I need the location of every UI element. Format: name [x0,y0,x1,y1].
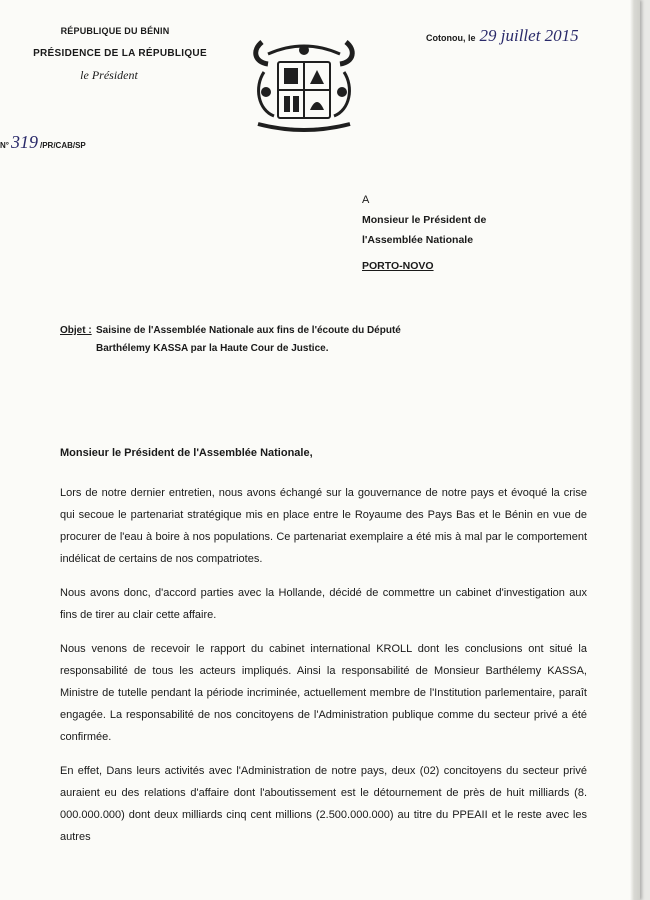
salutation: Monsieur le Président de l'Assemblée Nationale, [60,447,313,459]
addressee-to: A [362,194,370,206]
date-place: Cotonou, le [426,33,476,43]
addressee-block [362,190,486,276]
addressee-line2: l'Assemblée Nationale [362,234,474,246]
date-handwritten: 29 juillet 2015 [479,26,579,45]
subject-text: Saisine de l'Assemblée Nationale aux fins de l'écoute du Député Barthélemy KASSA par la Haute Cour de Justice. [96,325,401,354]
letterhead [0,26,240,83]
presidency-title: PRÉSIDENCE DE LA RÉPUBLIQUE [33,48,207,59]
body-paragraph: En effet, Dans leurs activités avec l'Administration de notre pays, deux (02) concitoyens du secteur privé auraient eu des relations d'affaire dont l'aboutissement est le détournement de près de huit milliards (8. 000.000.000) dont deux milliards cinq cent millions (2.500.000.000) au titre du PPEAII et le reste avec les autres [60,765,587,843]
ref-number: 319 [10,132,38,152]
body-paragraph: Lors de notre dernier entretien, nous avons échangé sur la gouvernance de notre pays et évoqué la crise qui secoue le partenariat stratégique mis en place entre le Royaume des Pays Bas et le Bénin en vue de procurer de l'eau à boire à nos populations. Ce partenariat exemplaire a été mis à mal par le comportement indélicat de certains de nos compatriotes. [60,487,587,565]
addressee-city: PORTO-NOVO [362,260,434,272]
reference-number [0,132,86,153]
letter-date [426,26,579,46]
ref-suffix: /PR/CAB/SP [39,141,86,150]
subject-label: Objet : [60,325,92,336]
ref-prefix: N° [0,141,9,150]
body-paragraph: Nous venons de recevoir le rapport du cabinet international KROLL dont les conclusions ont situé la responsabilité de tous les acteurs impliqués. Ainsi la responsabilité de Monsieur Barthélemy KASSA, Ministre de tutelle pendant la période incriminée, actuellement membre de l'Institution parlementaire, paraît engagée. La responsabilité de nos concitoyens de l'Administration publique comme du secteur privé a été confirmée. [60,643,587,743]
subject-block [60,322,406,358]
president-line: le Président [80,68,138,82]
body-paragraph: Nous avons donc, d'accord parties avec la Hollande, décidé de commettre un cabinet d'investigation aux fins de tirer au clair cette affaire. [60,587,587,621]
republic-title: RÉPUBLIQUE DU BÉNIN [60,26,170,36]
addressee-line1: Monsieur le Président de [362,214,487,226]
page-edge [630,0,640,900]
coat-of-arms-icon [244,32,364,138]
letter-body [60,442,587,860]
